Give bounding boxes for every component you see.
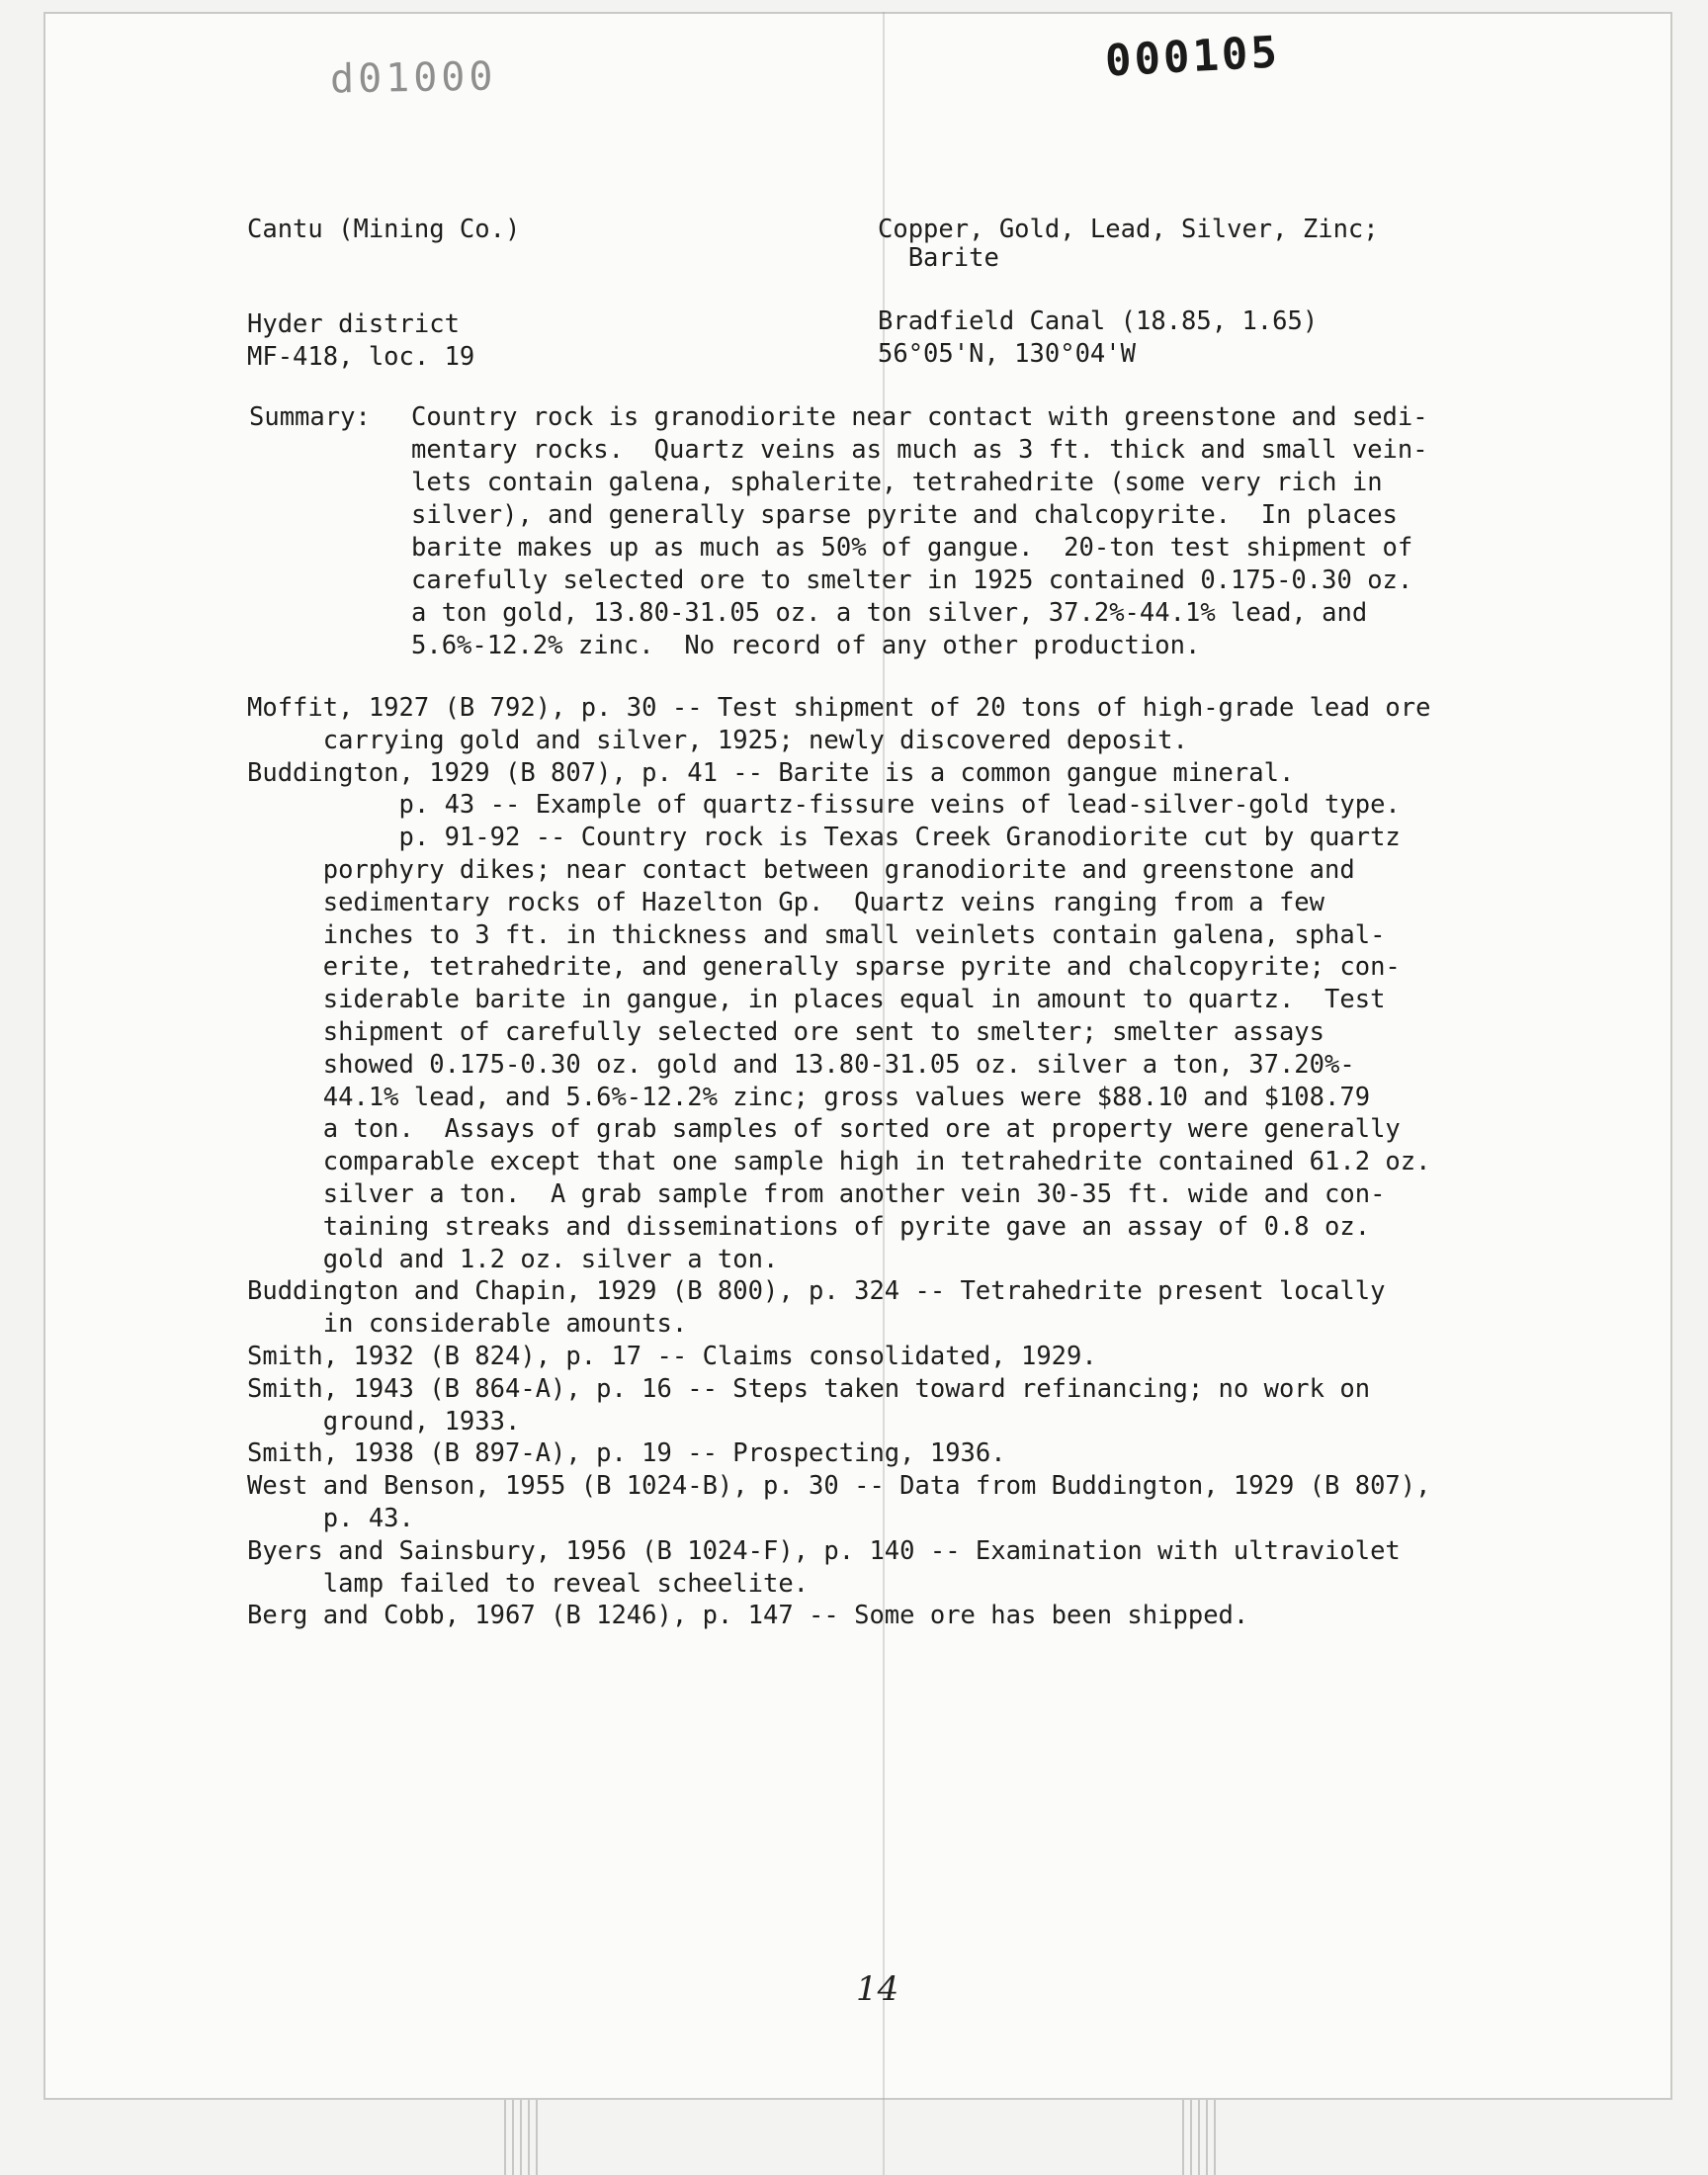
quadrangle: Bradfield Canal (18.85, 1.65) <box>878 306 1319 336</box>
commodities-line1: Copper, Gold, Lead, Silver, Zinc; <box>878 215 1379 244</box>
summary-text: Country rock is granodiorite near contact with greenstone and sedi- mentary rocks. Quartz veins as much as 3 ft. thick and small vein- lets contain galena, sphalerite, tetrahedrite (some very rich in silver), and generally sparse pyrite and chalcopyrite. In places barite makes up as much as 50% of gangue. 20-ton test shipment of carefully selected ore to smelter in 1925 contained 0.175-0.30 oz. a ton gold, 13.80-31.05 oz. a ton silver, 37.2%-44.1% lead, and 5.6%-12.2% zinc. No record of any other production. <box>411 402 1428 660</box>
archive-number-stamp: d01000 <box>329 53 497 103</box>
page-serial-stamp: 000105 <box>1103 27 1282 87</box>
property-name: Cantu (Mining Co.) <box>247 215 521 244</box>
binding-marks <box>1182 2100 1222 2175</box>
map-reference: MF-418, loc. 19 <box>247 342 475 372</box>
binding-marks <box>504 2100 544 2175</box>
summary-label: Summary: <box>249 402 371 432</box>
coordinates: 56°05'N, 130°04'W <box>878 339 1136 369</box>
district: Hyder district <box>247 309 460 339</box>
page-number: 14 <box>856 1969 899 2009</box>
references-list: Moffit, 1927 (B 792), p. 30 -- Test shipment of 20 tons of high-grade lead ore carrying gold and silver, 1925; newly discovered deposit. Buddington, 1929 (B 807), p. 41 -- Barite is a common gangue mineral. p. 43 -- Example of quartz-fissure veins of lead-silver-gold type. p. 91-92 -- Country rock is Texas Creek Granodiorite cut by quartz porphyry dikes; near contact between granodiorite and greenstone and sedimentary rocks of Hazelton Gp. Quartz veins ranging from a few inches to 3 ft. in thickness and small veinlets contain galena, sphal- erite, tetrahedrite, and generally sparse pyrite and chalcopyrite; con- siderable barite in gangue, in places equal in amount to quartz. Test shipment of carefully selected ore sent to smelter; smelter assays showed 0.175-0.30 oz. gold and 13.80-31.05 oz. silver a ton, 37.20%- 44.1% lead, and 5.6%-12.2% zinc; gross values were $88.10 and $108.79 a ton. Assays of grab samples of sorted ore at property were generally comparable except that one sample high in tetrahedrite contained 61.2 oz. silver a ton. A grab sample from another vein 30-35 ft. wide and con- taining streaks and disseminations of pyrite gave an assay of 0.8 oz. gold and 1.2 oz. silver a ton. Buddington and Chapin, 1929 (B 800), p. 324 -- Tetrahedrite present locally in considerable amounts. Smith, 1932 (B 824), p. 17 -- Claims consolidated, 1929. Smith, 1943 (B 864-A), p. 16 -- Steps taken toward refinancing; no work on ground, 1933. Smith, 1938 (B 897-A), p. 19 -- Prospecting, 1936. West and Benson, 1955 (B 1024-B), p. 30 -- Data from Buddington, 1929 (B 807), p. 43. Byers and Sainsbury, 1956 (B 1024-F), p. 140 -- Examination with ultraviolet lamp failed to reveal scheelite. Berg and Cobb, 1967 (B 1246), p. 147 -- Some ore has been shipped. <box>247 693 1431 1631</box>
commodities-line2: Barite <box>878 243 999 273</box>
